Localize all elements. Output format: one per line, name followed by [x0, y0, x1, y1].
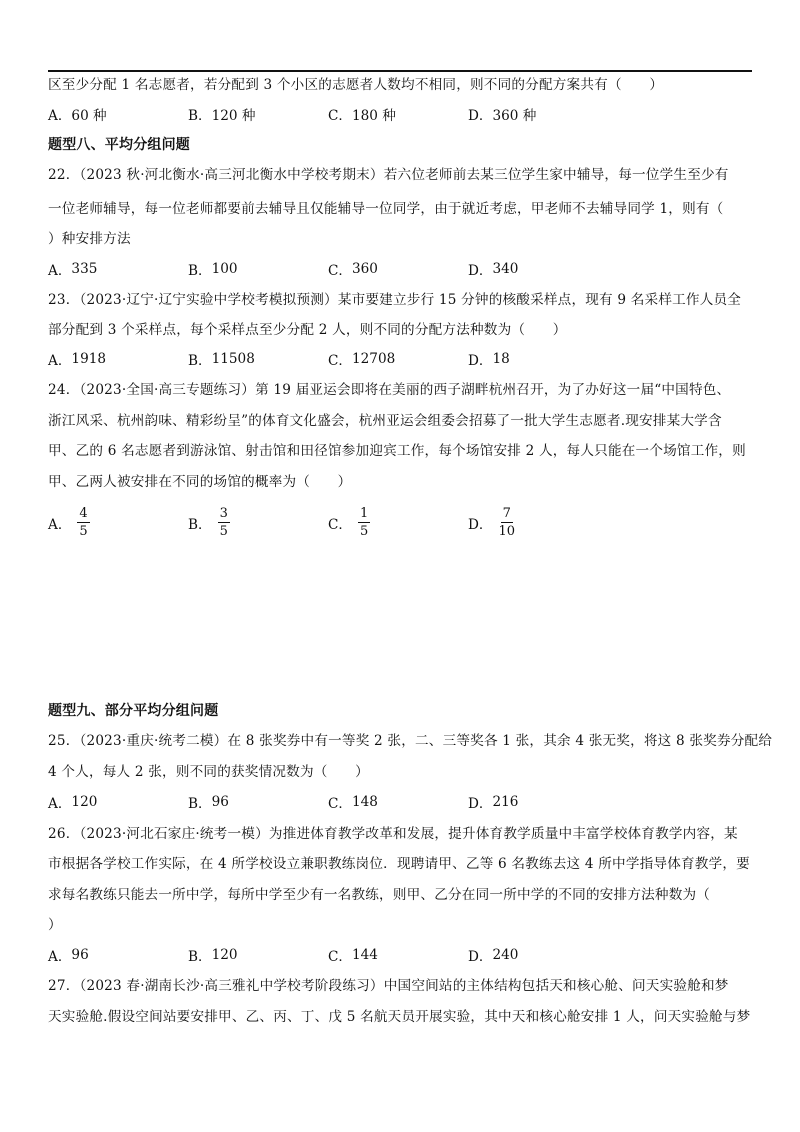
q22-option-d[interactable]	[468, 259, 518, 279]
option-label: B．	[188, 353, 212, 369]
fraction-denominator: 5	[79, 524, 88, 539]
q21-option-c[interactable]	[328, 104, 396, 124]
q24-line-4: 甲、乙两人被安排在不同的场馆的概率为（ ）	[48, 474, 352, 490]
q22-option-b[interactable]	[188, 259, 238, 279]
q22-line-3: ）种安排方法	[48, 231, 131, 247]
option-label: C．	[328, 949, 352, 965]
option-label: C．	[328, 353, 352, 369]
q23-option-a[interactable]	[48, 349, 106, 369]
option-value: 240	[492, 947, 519, 963]
q23-line-2: 部分配到 3 个采样点，每个采样点至少分配 2 人，则不同的分配方法种数为（ ）	[48, 322, 567, 338]
q27-line-2: 天实验舱.假设空间站要安排甲、乙、丙、丁、戊 5 名航天员开展实验，其中天和核心舱安排 1 人，问天实验舱与梦	[48, 1009, 751, 1025]
option-value: 18	[492, 351, 510, 367]
fraction-numerator: 7	[502, 506, 511, 521]
option-label: B．	[188, 516, 212, 533]
q26-option-d[interactable]	[468, 945, 518, 965]
q24-option-c[interactable]	[328, 506, 370, 539]
option-value: 96	[211, 794, 229, 810]
q25-option-c[interactable]	[328, 792, 378, 812]
option-label: A．	[48, 796, 72, 812]
option-label: B．	[188, 108, 212, 124]
fraction	[499, 506, 516, 539]
option-label: A．	[48, 949, 72, 965]
fraction	[218, 506, 230, 539]
q24-option-a[interactable]	[48, 506, 90, 539]
option-label: D．	[468, 353, 493, 369]
q27-line-1: 27．（2023 春·湖南长沙·高三雅礼中学校考阶段练习）中国空间站的主体结构包括天和核心舱、问天实验舱和梦	[48, 978, 729, 994]
q24-option-b[interactable]	[188, 506, 230, 539]
q23-options	[48, 349, 608, 373]
option-value: 11508	[211, 351, 255, 367]
fraction-denominator: 5	[219, 524, 228, 539]
q24-option-d[interactable]	[468, 506, 515, 539]
option-value: 144	[352, 947, 378, 963]
header-rule	[48, 70, 752, 72]
option-label: B．	[188, 949, 212, 965]
q21-option-b[interactable]	[188, 104, 255, 124]
q21-option-d[interactable]	[468, 104, 536, 124]
fraction	[358, 506, 370, 539]
section-heading-8: 题型八、平均分组问题	[48, 137, 190, 153]
q26-line-1: 26．（2023·河北石家庄·统考一模）为推进体育教学改革和发展，提升体育教学质量中丰富学校体育教学内容，某	[48, 826, 738, 842]
option-value: 60 种	[71, 108, 107, 124]
option-value: 340	[492, 261, 519, 277]
option-value: 100	[211, 261, 238, 277]
q25-option-a[interactable]	[48, 792, 97, 812]
option-label: C．	[328, 516, 352, 533]
option-label: B．	[188, 263, 212, 279]
option-value: 12708	[352, 351, 396, 367]
q23-line-1: 23．（2023·辽宁·辽宁实验中学校考模拟预测）某市要建立步行 15 分钟的核酸采样点，现有 9 名采样工作人员全	[48, 292, 742, 308]
option-label: C．	[328, 796, 352, 812]
q26-options	[48, 945, 608, 969]
option-label: C．	[328, 263, 352, 279]
q23-option-d[interactable]	[468, 349, 510, 369]
option-value: 120	[211, 947, 238, 963]
option-value: 120	[71, 794, 98, 810]
q24-line-2: 浙江风采、杭州韵味、精彩纷呈”的体育文化盛会，杭州亚运会组委会招募了一批大学生志愿者.现安排某大学含	[48, 413, 722, 429]
option-label: C．	[328, 108, 352, 124]
fraction-denominator: 10	[498, 524, 516, 539]
fraction-numerator: 1	[360, 506, 369, 521]
q24-line-1: 24．（2023·全国·高三专题练习）第 19 届亚运会即将在美丽的西子湖畔杭州召开，为了办好这一届“中国特色、	[48, 382, 731, 398]
option-value: 1918	[71, 351, 107, 367]
option-label: D．	[468, 949, 493, 965]
option-label: A．	[48, 516, 72, 533]
q24-options	[48, 506, 608, 542]
option-label: B．	[188, 796, 212, 812]
q26-line-2: 市根据各学校工作实际，在 4 所学校设立兼职教练岗位．现聘请甲、乙等 6 名教练去这 4 所中学指导体育教学，要	[48, 856, 750, 872]
q24-line-3: 甲、乙的 6 名志愿者到游泳馆、射击馆和田径馆参加迎宾工作，每个场馆安排 2 人，每人只能在一个场馆工作，则	[48, 443, 746, 459]
q26-option-b[interactable]	[188, 945, 238, 965]
option-value: 216	[492, 794, 519, 810]
q21-option-a[interactable]	[48, 104, 107, 124]
q25-line-1: 25．（2023·重庆·统考二模）在 8 张奖券中有一等奖 2 张，二、三等奖各 1 张，其余 4 张无奖，将这 8 张奖券分配给	[48, 733, 773, 749]
fraction	[77, 506, 89, 539]
q25-option-b[interactable]	[188, 792, 229, 812]
option-value: 120 种	[211, 108, 256, 124]
q22-options	[48, 259, 608, 283]
q22-option-c[interactable]	[328, 259, 378, 279]
q21-options	[48, 104, 608, 128]
q22-line-1: 22．（2023 秋·河北衡水·高三河北衡水中学校考期末）若六位老师前去某三位学生家中辅导，每一位学生至少有	[48, 167, 729, 183]
option-label: A．	[48, 353, 72, 369]
fraction-numerator: 4	[79, 506, 88, 521]
q26-option-a[interactable]	[48, 945, 89, 965]
section-heading-9: 题型九、部分平均分组问题	[48, 703, 219, 719]
q26-line-4: ）	[48, 917, 62, 933]
q26-line-3: 求每名教练只能去一所中学，每所中学至少有一名教练，则甲、乙分在同一所中学的不同的安排方法种数为（	[48, 887, 711, 903]
option-value: 360 种	[492, 108, 537, 124]
option-value: 335	[71, 261, 98, 277]
q23-option-c[interactable]	[328, 349, 395, 369]
q21-text-tail: 区至少分配 1 名志愿者，若分配到 3 个小区的志愿者人数均不相同，则不同的分配方案共有（ ）	[48, 77, 664, 93]
option-label: D．	[468, 516, 493, 533]
option-label: A．	[48, 108, 72, 124]
q22-option-a[interactable]	[48, 259, 97, 279]
q25-option-d[interactable]	[468, 792, 518, 812]
fraction-denominator: 5	[360, 524, 369, 539]
option-value: 180 种	[352, 108, 396, 124]
q26-option-c[interactable]	[328, 945, 378, 965]
option-value: 360	[352, 261, 378, 277]
q22-line-2: 一位老师辅导，每一位老师都要前去辅导且仅能辅导一位同学，由于就近考虑，甲老师不去辅导同学 1，则有（	[48, 201, 724, 217]
option-label: A．	[48, 263, 72, 279]
option-label: D．	[468, 108, 493, 124]
option-value: 96	[71, 947, 89, 963]
q25-options	[48, 792, 608, 816]
q23-option-b[interactable]	[188, 349, 255, 369]
option-value: 148	[352, 794, 378, 810]
q25-line-2: 4 个人，每人 2 张，则不同的获奖情况数为（ ）	[48, 764, 369, 780]
fraction-numerator: 3	[219, 506, 228, 521]
option-label: D．	[468, 796, 493, 812]
option-label: D．	[468, 263, 493, 279]
